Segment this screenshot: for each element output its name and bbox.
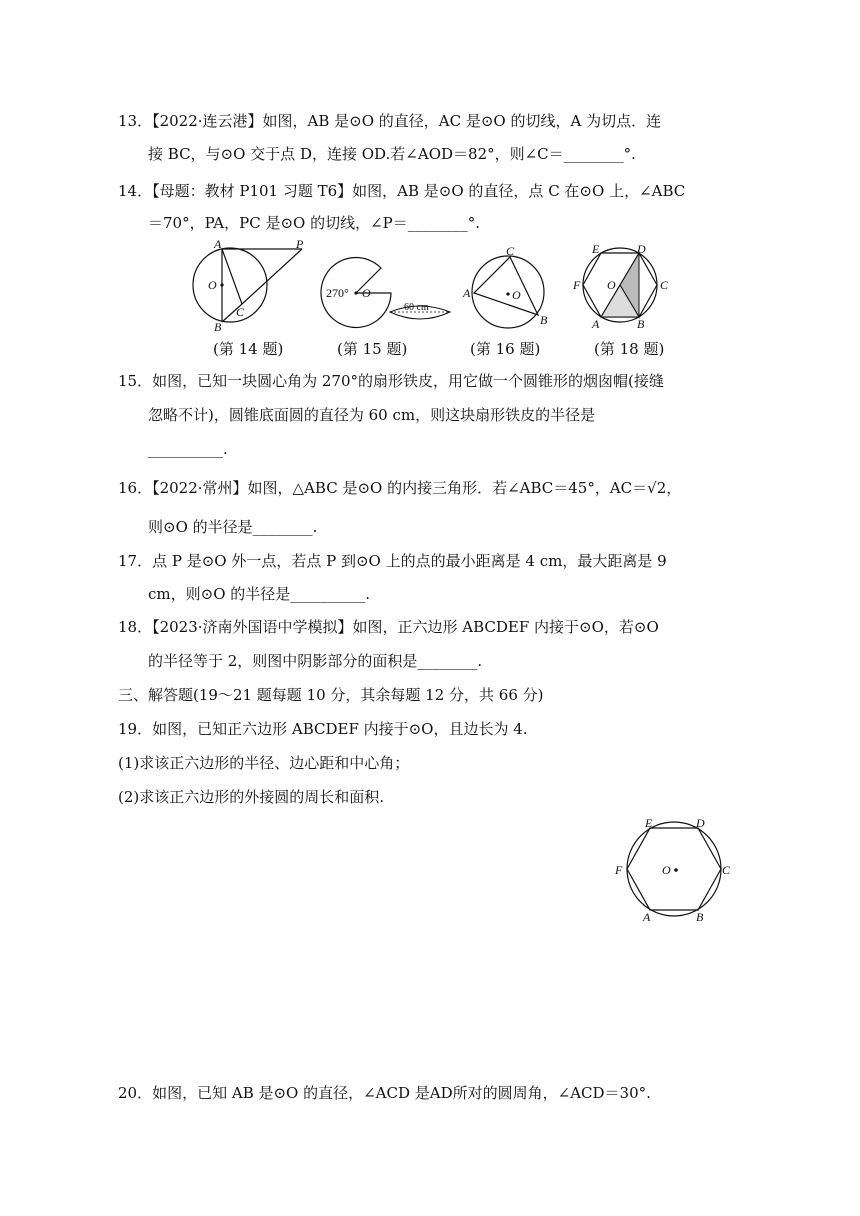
fig19-label-f: F [615, 863, 623, 877]
q15-line1: 15．如图，已知一块圆心角为 270°的扇形铁皮，用它做一个圆锥形的烟囱帽(接缝 [118, 372, 664, 390]
fig14-label-a: A [214, 238, 222, 251]
fig18-label-e: E [592, 243, 600, 256]
fig15-label-angle: 270° [326, 286, 349, 300]
caption-fig14: (第 14 题) [213, 340, 284, 358]
q16-line2: 则⊙O 的半径是________. [148, 518, 318, 536]
q15-line2: 忽略不计)，圆锥底面圆的直径为 60 cm，则这块扇形铁皮的半径是 [148, 406, 596, 424]
q14-line1: 14．【母题：教材 P101 习题 T6】如图，AB 是⊙O 的直径，点 C 在⊙O 上，∠ABC [118, 182, 686, 200]
figure-18 [570, 243, 670, 333]
fig18-label-d: D [637, 243, 646, 256]
figure-14 [180, 238, 315, 333]
fig19-label-a: A [643, 910, 651, 924]
q19-part2: (2)求该正六边形的外接圆的周长和面积. [118, 788, 385, 806]
caption-fig16: (第 16 题) [470, 340, 541, 358]
fig14-label-p: P [296, 238, 304, 251]
q13-line2: 接 BC，与⊙O 交于点 D，连接 OD.若∠AOD＝82°，则∠C＝________°. [148, 145, 636, 163]
fig19-label-b: B [696, 910, 704, 924]
fig19-label-o: O [662, 863, 671, 877]
q16-line1: 16．【2022·常州】如图，△ABC 是⊙O 的内接三角形．若∠ABC＝45°，AC＝√2， [118, 479, 682, 497]
fig16-label-o: O [512, 288, 521, 302]
figure-16 [460, 245, 560, 335]
fig16-label-c: C [506, 245, 515, 258]
fig14-label-c: C [236, 305, 245, 319]
fig18-label-o: O [607, 278, 616, 292]
section-heading: 三、解答题(19～21 题每题 10 分，其余每题 12 分，共 66 分) [118, 686, 544, 704]
q18-line1: 18．【2023·济南外国语中学模拟】如图，正六边形 ABCDEF 内接于⊙O，若⊙O [118, 618, 659, 636]
figure-19 [612, 814, 737, 924]
fig15-label-diameter: 60 cm [404, 302, 429, 313]
fig18-label-f: F [573, 278, 581, 292]
fig16-label-a: A [463, 286, 471, 300]
fig15-label-o: O [362, 286, 371, 300]
caption-fig18: (第 18 题) [594, 340, 665, 358]
q20-stem: 20．如图，已知 AB 是⊙O 的直径，∠ACD 是AD所对的圆周角，∠ACD＝30°. [118, 1084, 651, 1102]
fig19-label-e: E [645, 816, 653, 830]
q19-stem: 19．如图，已知正六边形 ABCDEF 内接于⊙O，且边长为 4. [118, 720, 528, 738]
q14-line2: ＝70°，PA，PC 是⊙O 的切线，∠P＝________°. [148, 214, 481, 232]
fig19-label-d: D [696, 816, 705, 830]
q18-line2: 的半径等于 2，则图中阴影部分的面积是________. [148, 652, 483, 670]
q17-line1: 17．点 P 是⊙O 外一点，若点 P 到⊙O 上的点的最小距离是 4 cm，最大距离是 9 [118, 552, 667, 570]
q19-part1: (1)求该正六边形的半径、边心距和中心角； [118, 754, 410, 772]
fig16-label-b: B [540, 313, 548, 327]
fig14-label-b: B [214, 320, 222, 333]
fig18-label-b: B [637, 317, 645, 331]
fig14-label-o: O [208, 278, 217, 292]
fig18-label-c: C [660, 278, 669, 292]
q13-line1: 13．【2022·连云港】如图，AB 是⊙O 的直径，AC 是⊙O 的切线，A 为切点．连 [118, 112, 662, 130]
q17-line2: cm，则⊙O 的半径是__________. [148, 585, 371, 603]
fig19-label-c: C [722, 863, 731, 877]
q15-line3: __________. [148, 440, 228, 458]
fig18-label-a: A [592, 317, 600, 331]
figure-15 [318, 256, 458, 336]
caption-fig15: (第 15 题) [337, 340, 408, 358]
